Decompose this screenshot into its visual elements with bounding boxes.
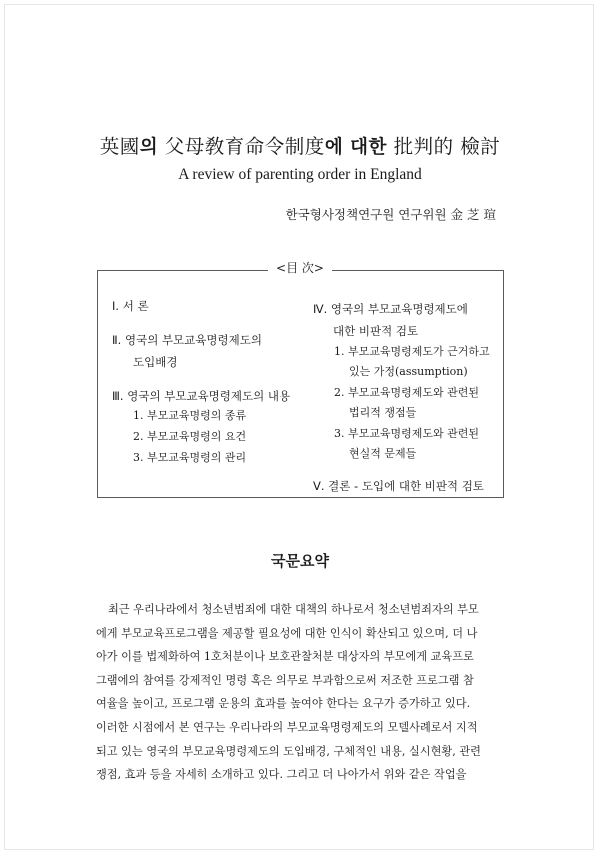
abstract-line: 아가 이를 법제화하여 1호처분이나 보호관찰처분 대상자의 부모에게 교육프로 — [96, 650, 474, 664]
abstract-line: 그램에의 참여를 강제적인 명령 혹은 의무로 부과함으로써 저조한 프로그램 참 — [96, 673, 474, 687]
toc-section-4-item-2-line-1[interactable]: 2. 부모교육명령제도와 관련된 — [334, 386, 479, 399]
toc-section-5[interactable]: Ⅴ. 결론 - 도입에 대한 비판적 검토 — [313, 479, 484, 493]
toc-section-2-line-1[interactable]: Ⅱ. 영국의 부모교육명령제도의 — [112, 333, 262, 347]
toc-section-3[interactable]: Ⅲ. 영국의 부모교육명령제도의 내용 — [112, 389, 291, 403]
abstract-line: 에게 부모교육프로그램을 제공할 필요성에 대한 인식이 확산되고 있으며, 더 나 — [96, 626, 478, 640]
toc-section-2-line-2[interactable]: 도입배경 — [133, 355, 178, 369]
toc-section-4-item-3-line-2[interactable]: 현실적 문제들 — [349, 447, 417, 460]
title-part-3: 父母敎育命令制度 — [158, 135, 325, 158]
toc-section-3-item-3[interactable]: 3. 부모교육명령의 관리 — [133, 451, 247, 464]
title-part-5: 批判的 檢討 — [386, 135, 501, 158]
abstract-line: 쟁점, 효과 등을 자세히 소개하고 있다. 그리고 더 나아가서 위와 같은 작업을 — [96, 768, 467, 782]
toc-heading: <目 次> — [0, 257, 600, 279]
abstract-line: 여율을 높이고, 프로그램 운용의 효과를 높여야 한다는 요구가 증가하고 있다. — [96, 697, 471, 711]
abstract-line: 되고 있는 영국의 부모교육명령제도의 도입배경, 구체적인 내용, 실시현황, 관련 — [96, 744, 481, 758]
abstract-heading: 국문요약 — [271, 552, 329, 570]
paper-title-korean — [0, 131, 600, 159]
title-part-2: 의 — [139, 137, 159, 158]
toc-section-4-item-3-line-1[interactable]: 3. 부모교육명령제도와 관련된 — [334, 427, 479, 440]
paper-title-english: A review of parenting order in England — [178, 166, 422, 183]
toc-section-4-line-1[interactable]: Ⅳ. 영국의 부모교육명령제도에 — [313, 302, 468, 316]
abstract-line: 최근 우리나라에서 청소년범죄에 대한 대책의 하나로서 청소년범죄자의 부모 — [108, 603, 479, 616]
author-affiliation: 한국형사정책연구원 연구위원 金 芝 瑄 — [285, 207, 496, 222]
toc-section-4-item-2-line-2[interactable]: 법리적 쟁점들 — [349, 406, 417, 419]
toc-section-4-item-1-line-2[interactable]: 있는 가정(assumption) — [349, 365, 468, 378]
toc-section-3-item-2[interactable]: 2. 부모교육명령의 요건 — [133, 430, 247, 443]
toc-section-3-item-1[interactable]: 1. 부모교육명령의 종류 — [133, 409, 247, 422]
toc-section-1[interactable]: Ⅰ. 서 론 — [112, 299, 149, 313]
toc-section-4-line-2[interactable]: 대한 비판적 검토 — [333, 324, 419, 338]
abstract-body — [96, 598, 504, 787]
abstract-line: 이러한 시점에서 본 연구는 우리나라의 부모교육명령제도의 모델사례로서 지적 — [96, 720, 478, 734]
toc-section-4-item-1-line-1[interactable]: 1. 부모교육명령제도가 근거하고 — [334, 345, 490, 358]
title-part-4: 에 대한 — [324, 137, 387, 158]
title-part-1: 英國 — [99, 135, 140, 158]
